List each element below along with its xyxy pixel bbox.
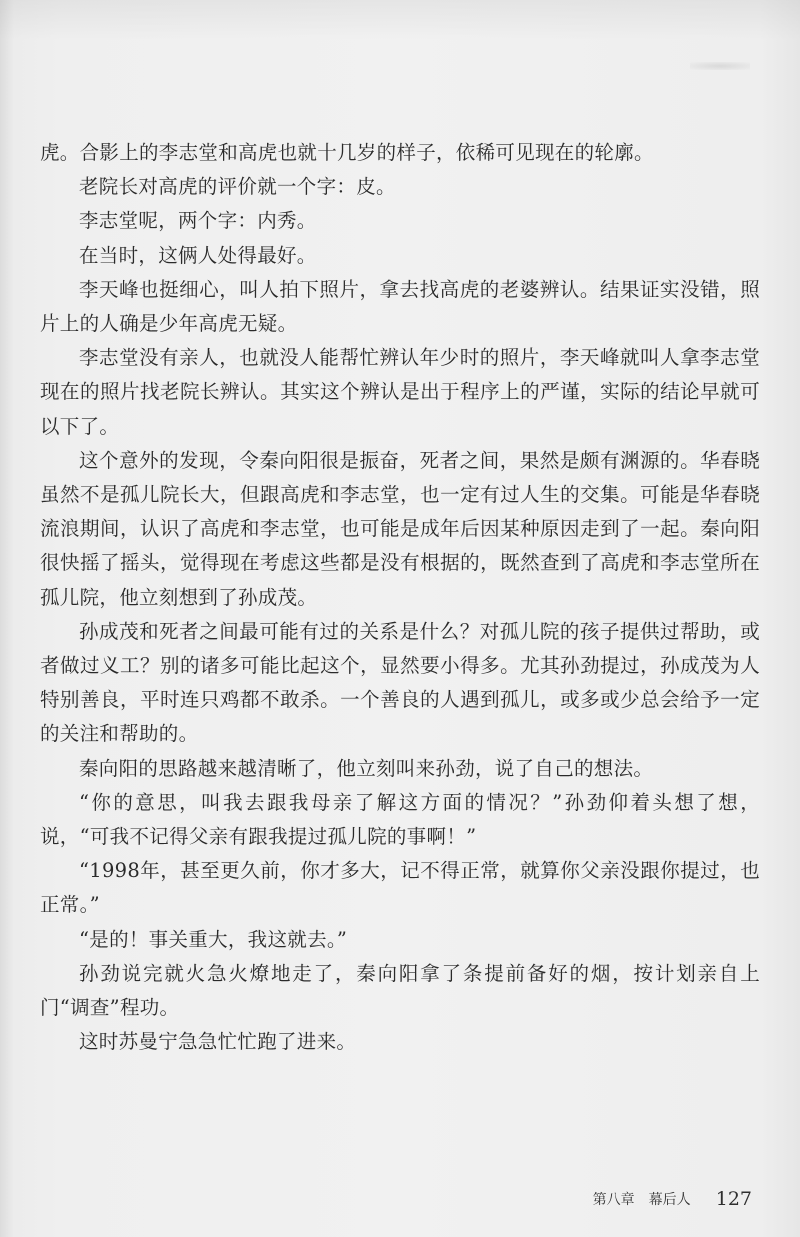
scan-mark [690, 62, 750, 70]
paragraph: 这个意外的发现，令秦向阳很是振奋，死者之间，果然是颇有渊源的。华春晓虽然不是孤儿院长大，但跟高虎和李志堂，也一定有过人生的交集。可能是华春晓流浪期间，认识了高虎和李志堂，也可能是成年后因某种原因走到了一起。秦向阳很快摇了摇头，觉得现在考虑这些都是没有根据的，既然查到了高虎和李志堂所在孤儿院，他立刻想到了孙成茂。 [40, 448, 760, 609]
paragraph: 孙劲说完就火急火燎地走了，秦向阳拿了条提前备好的烟，按计划亲自上门“调查”程功。 [40, 961, 760, 1020]
paragraph: “1998年，甚至更久前，你才多大，记不得正常，就算你父亲没跟你提过，也正常。” [40, 859, 760, 917]
paragraph: 在当时，这俩人处得最好。 [79, 243, 317, 267]
paragraph: “你的意思，叫我去跟我母亲了解这方面的情况？”孙劲仰着头想了想，说，“可我不记得父亲有跟我提过孤儿院的事啊！” [40, 790, 760, 849]
paragraph: 虎。合影上的李志堂和高虎也就十几岁的样子，依稀可见现在的轮廓。 [40, 141, 654, 164]
paragraph: 李天峰也挺细心，叫人拍下照片，拿去找高虎的老婆辨认。结果证实没错，照片上的人确是少年高虎无疑。 [40, 277, 760, 336]
running-head-chapter: 第八章 幕后人 [592, 1192, 691, 1208]
scan-shadow [0, 0, 800, 40]
paragraph: 老院长对高虎的评价就一个字：皮。 [79, 175, 396, 199]
paragraph: 孙成茂和死者之间最可能有过的关系是什么？对孤儿院的孩子提供过帮助，或者做过义工？别的诸多可能比起这个，显然要小得多。尤其孙劲提过，孙成茂为人特别善良，平时连只鸡都不敢杀。一个善良的人遇到孤儿，或多或少总会给予一定的关注和帮助的。 [40, 619, 760, 746]
body-text [40, 136, 760, 1059]
page-footer [593, 1188, 752, 1210]
paragraph: “是的！事关重大，我这就去。” [79, 927, 348, 951]
paragraph: 这时苏曼宁急急忙忙跑了进来。 [79, 1030, 357, 1054]
paragraph: 秦向阳的思路越来越清晰了，他立刻叫来孙劲，说了自己的想法。 [79, 756, 654, 780]
paragraph: 李志堂没有亲人，也就没人能帮忙辨认年少时的照片，李天峰就叫人拿李志堂现在的照片找老院长辨认。其实这个辨认是出于程序上的严谨，实际的结论早就可以下了。 [40, 346, 760, 438]
page-number: 127 [715, 1188, 752, 1210]
paragraph: 李志堂呢，两个字：内秀。 [79, 209, 317, 233]
